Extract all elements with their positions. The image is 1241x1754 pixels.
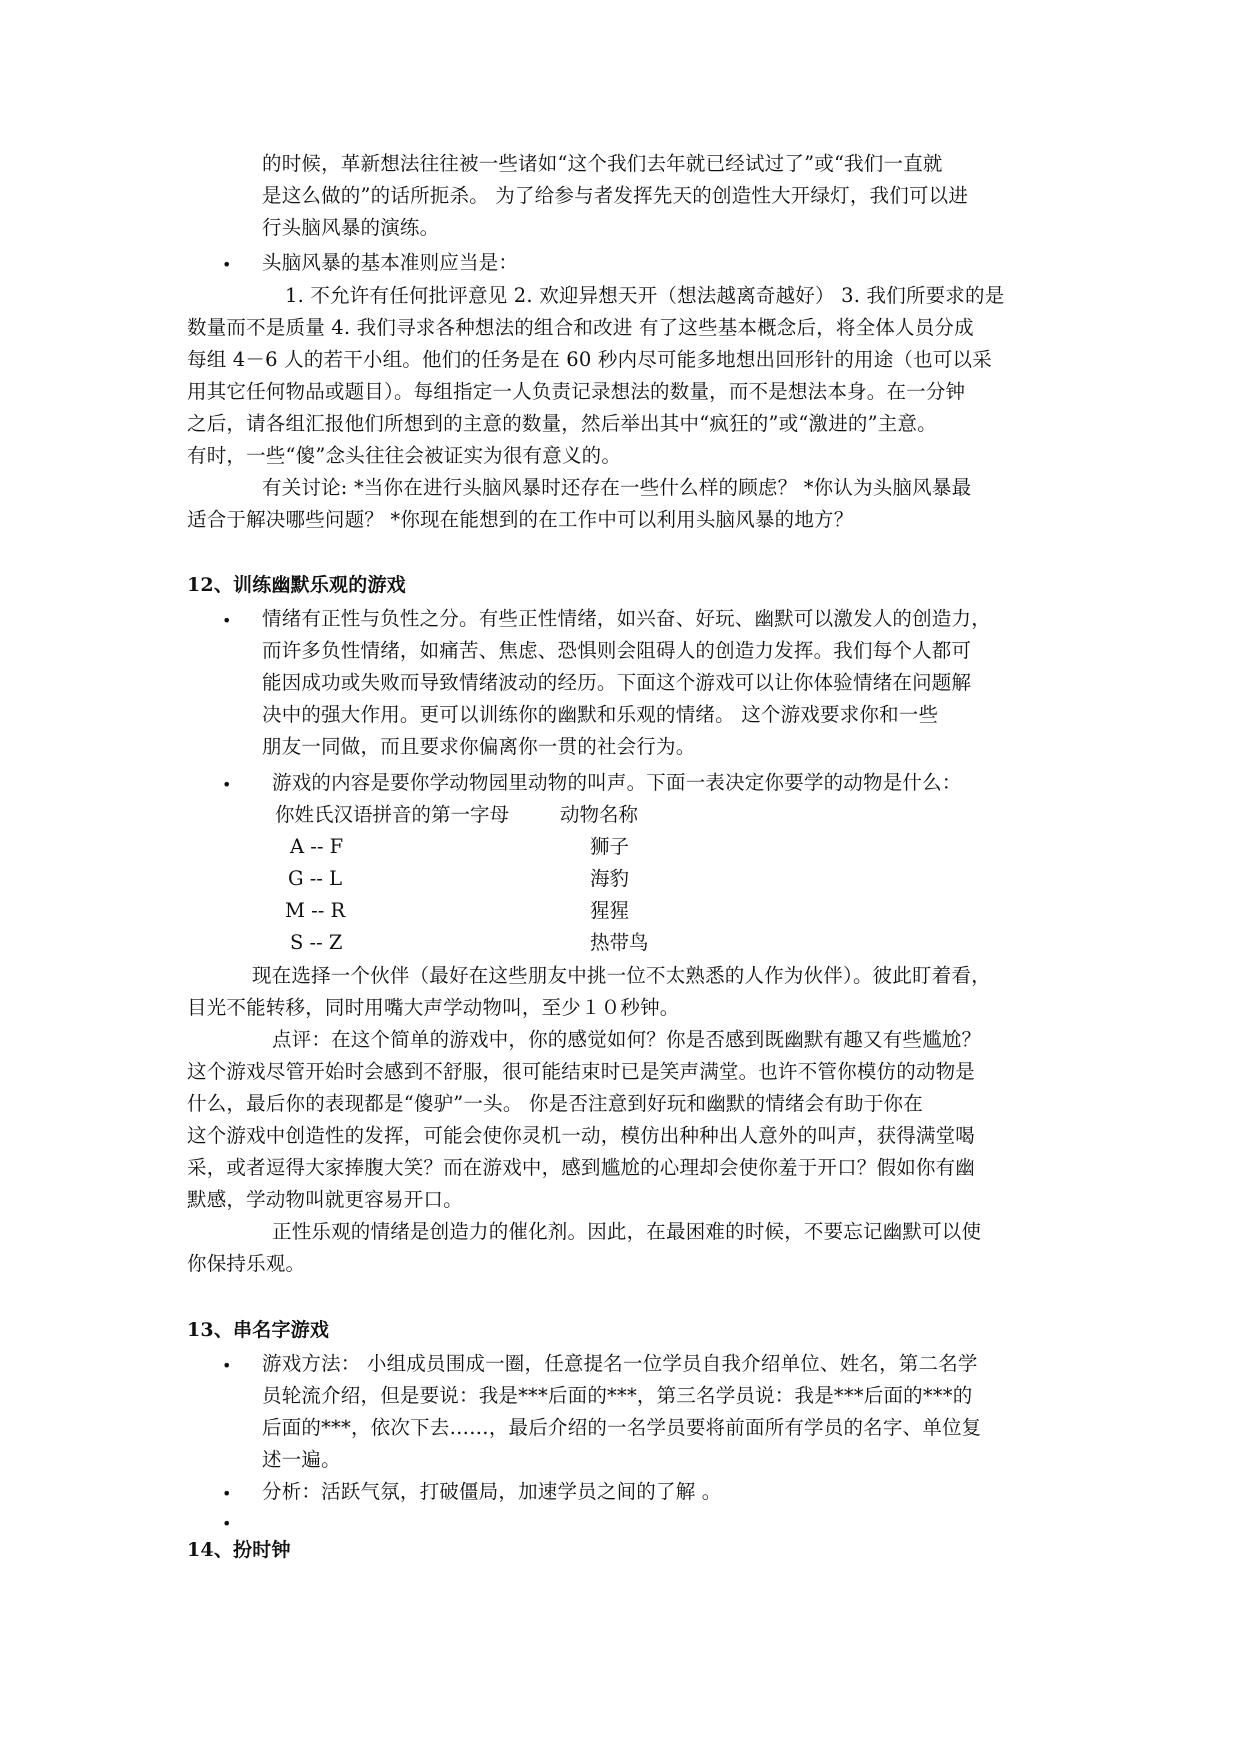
method-line: 游戏方法： 小组成员围成一圈，任意提名一位学员自我介绍单位、姓名，第二名学 [262, 1352, 978, 1375]
method-line: 述一遍。 [262, 1448, 341, 1471]
table-cell-letters: G -- L [288, 867, 343, 890]
bullet-icon: • [222, 1356, 232, 1375]
bullet-icon: • [222, 255, 232, 274]
discussion-line: 有关讨论: *当你在进行头脑风暴时还存在一些什么样的顾虑？ *你认为头脑风暴最 [262, 476, 972, 499]
paragraph-line: 朋友一同做，而且要求你偏离你一贯的社会行为。 [262, 735, 696, 758]
rules-line: 每组 4－6 人的若干小组。他们的任务是在 60 秒内尽可能多地想出回形针的用途（也可以采 [187, 348, 992, 371]
review-line: 这个游戏尽管开始时会感到不舒服，很可能结束时已是笑声满堂。也许不管你模仿的动物是 [187, 1060, 976, 1083]
intro-line: 行头脑风暴的演练。 [262, 216, 440, 239]
discussion-line: 适合于解决哪些问题？ *你现在能想到的在工作中可以利用头脑风暴的地方？ [187, 508, 854, 531]
rules-line: 用其它任何物品或题目）。每组指定一人负责记录想法的数量，而不是想法本身。在一分钟 [187, 380, 966, 403]
rules-line: 1. 不允许有任何批评意见 2. 欢迎异想天开（想法越离奇越好） 3. 我们所要求的是 [285, 284, 1005, 307]
review-line: 采，或者逗得大家捧腹大笑？而在游戏中，感到尴尬的心理却会使你羞于开口？假如你有幽 [187, 1156, 976, 1179]
paragraph-line: 决中的强大作用。更可以训练你的幽默和乐观的情绪。 这个游戏要求你和一些 [262, 703, 939, 726]
table-cell-animal: 热带鸟 [590, 931, 649, 954]
paragraph-line: 而许多负性情绪，如痛苦、焦虑、恐惧则会阻碍人的创造力发挥。我们每个人都可 [262, 639, 972, 662]
table-cell-letters: M -- R [285, 899, 346, 922]
paragraph-line: 游戏的内容是要你学动物园里动物的叫声。下面一表决定你要学的动物是什么： [272, 771, 962, 794]
section-heading: 14、扮时钟 [187, 1539, 291, 1561]
conclusion-line: 正性乐观的情绪是创造力的催化剂。因此，在最困难的时候，不要忘记幽默可以使 [272, 1220, 982, 1243]
review-line: 默感，学动物叫就更容易开口。 [187, 1188, 463, 1211]
table-cell-animal: 狮子 [590, 835, 630, 858]
table-cell-letters: A -- F [290, 835, 344, 858]
table-cell-animal: 猩猩 [590, 899, 630, 922]
review-line: 点评：在这个简单的游戏中，你的感觉如何？你是否感到既幽默有趣又有些尴尬？ [272, 1028, 982, 1051]
review-line: 什么，最后你的表现都是“傻驴”一头。 你是否注意到好玩和幽默的情绪会有助于你在 [187, 1092, 923, 1115]
rules-line: 有时，一些“傻”念头往往会被证实为很有意义的。 [187, 444, 622, 467]
analysis-line: 分析：活跃气氛，打破僵局，加速学员之间的了解 。 [262, 1480, 722, 1503]
table-header-animal: 动物名称 [560, 803, 639, 826]
rules-line: 之后，请各组汇报他们所想到的主意的数量，然后举出其中“疯狂的”或“激进的”主意。 [187, 412, 937, 435]
rules-line: 数量而不是质量 4. 我们寻求各种想法的组合和改进 有了这些基本概念后，将全体人员分成 [187, 316, 974, 339]
paragraph-line: 能因成功或失败而导致情绪波动的经历。下面这个游戏可以让你体验情绪在问题解 [262, 671, 972, 694]
section-heading: 12、训练幽默乐观的游戏 [187, 574, 406, 596]
table-header-letters: 你姓氏汉语拼音的第一字母 [275, 803, 510, 826]
table-cell-letters: S -- Z [290, 931, 343, 954]
bullet-icon: • [222, 1484, 232, 1503]
bullet-icon: • [222, 775, 232, 794]
paragraph-line: 目光不能转移，同时用嘴大声学动物叫，至少１０秒钟。 [187, 996, 680, 1019]
paragraph-line: 现在选择一个伙伴（最好在这些朋友中挑一位不太熟悉的人作为伙伴）。彼此盯着看， [252, 964, 991, 987]
table-cell-animal: 海豹 [590, 867, 630, 890]
rules-bullet-text: 头脑风暴的基本准则应当是： [262, 251, 519, 274]
paragraph-line: 情绪有正性与负性之分。有些正性情绪，如兴奋、好玩、幽默可以激发人的创造力， [262, 607, 991, 630]
bullet-icon: • [222, 1514, 232, 1533]
conclusion-line: 你保持乐观。 [187, 1252, 306, 1275]
intro-line: 的时候，革新想法往往被一些诸如“这个我们去年就已经试过了”或“我们一直就 [262, 152, 943, 175]
method-line: 员轮流介绍，但是要说：我是***后面的***，第三名学员说：我是***后面的***的 [262, 1384, 973, 1407]
method-line: 后面的***，依次下去……，最后介绍的一名学员要将前面所有学员的名字、单位复 [262, 1416, 982, 1439]
review-line: 这个游戏中创造性的发挥，可能会使你灵机一动，模仿出种种出人意外的叫声，获得满堂喝 [187, 1124, 976, 1147]
bullet-icon: • [222, 611, 232, 630]
intro-line: 是这么做的”的话所扼杀。 为了给参与者发挥先天的创造性大开绿灯，我们可以进 [262, 184, 969, 207]
section-heading: 13、串名字游戏 [187, 1319, 330, 1341]
